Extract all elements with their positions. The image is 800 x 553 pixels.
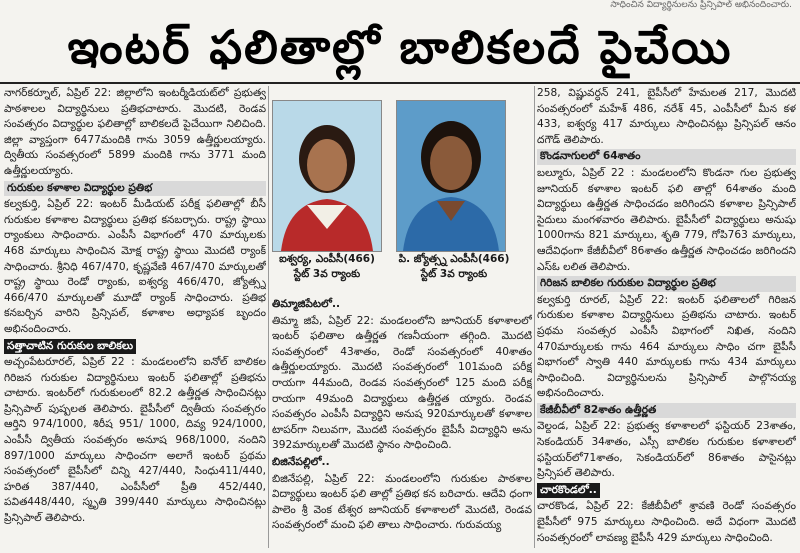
- col2-subheading-2: బిజినేపల్లిలో..: [272, 455, 330, 468]
- col3-subheading-4: చారకొండలో..: [537, 483, 600, 499]
- top-strip: [0, 0, 800, 14]
- col2-paragraph-2: బిజినేపల్లి, ఏప్రిల్ 22: మండలంలోని గురుకుల పాఠశాల విద్యార్థులు ఇంటర్ ఫలి తాల్లో ప్రతిభ కన బరిచారు. ఆదేవి ధంగా పాలెం శ్రీ వెంక టేశ్వర జూనియర్ కళాశాలలో మొదటి, రెండవ సంవత్సరంలో మంచి ఫలి తాలు సాధించారు. గురువయ్య: [272, 472, 532, 532]
- col3-subheading-2: గిరిజన బాలికల గురుకుల విద్యార్థుల ప్రతిభ: [537, 276, 796, 292]
- headline-rule: [0, 82, 800, 84]
- student-photo-left: [272, 100, 382, 252]
- col3-paragraph-1: 258, విష్ణువర్ధన్ 241, బైపీసీలో హేమలత 217, మొదటి సంవత్సరంలో మహేశ్ 486, నరేశ్ 45, ఎంపీసీలో మీన కళ 433, ఐశ్వర్య 417 మార్కులు సాధించినట్లు ప్రిన్సిపల్ ఆనం దగౌడ్ తెలిపారు.: [537, 87, 796, 146]
- portrait-left-image: [273, 101, 381, 251]
- column-divider-2: [534, 86, 535, 548]
- headline: ఇంటర్ ఫలితాల్లో బాలికలదే పైచేయి: [67, 20, 733, 74]
- col1-paragraph-1: నాగర్‌కర్నూల్, ఏప్రిల్ 22: జిల్లాలోని ఇంటర్మీడియట్‌లో ప్రభుత్వ పాఠశాలల విద్యార్థినులు ప్రతిభచాటారు. మొదటి, రెండవ సంవత్సరం విద్యార్థుల ఫలితాల్లో బాలికలదే పైచేయిగా నిలిచింది. జిల్లా వ్యాప్తంగా 6477మందికి గాను 3059 ఉత్తీర్ణులయ్యారు. ద్వితీయ సంవత్సరంలో 5899 మందికి గాను 3771 మంది ఉత్తీర్ణులయ్యారు.: [4, 87, 266, 177]
- student-photo-right: [396, 100, 506, 252]
- column-1: [4, 86, 266, 552]
- col2-subheading-1: తిమ్మాజిపేటలో..: [272, 298, 340, 310]
- col1-subheading-1: గురుకుల కళాశాల విద్యార్థుల ప్రతిభ: [4, 181, 266, 197]
- col3-paragraph-2: బల్మూరు, ఏప్రిల్ 22 : మండలంలోని కొండనా గుల ప్రభుత్వ జూనియర్ కళాశాల ఇంటర్ ఫలి తాల్లో 64శాతం మంది విద్యార్థులు ఉత్తీర్ణత సాధించడం జరిగిందని కళాశాల ప్రిన్సిపాల్ సైదులు మంగళవారం తెలిపారు. బైపీసీలో విద్యార్థులు అనుషు 1000గాను 821 మార్కులు, శృతి 779, గోపి763 మార్కులు, ఆదేవిధంగా కేజీబీవీలో 86శాతం ఉత్తీర్ణత సాధించడం జరిగిందని ఎస్‌ఓ లలిత తెలిపారు.: [537, 166, 796, 273]
- col3-paragraph-3: కల్వకుర్తి రూరల్, ఏప్రిల్ 22: ఇంటర్ ఫలితాలలో గిరిజన గురుకుల కళాశాల విద్యార్థినులు ప్రతిభను చాటారు. ఇంటర్ ప్రథమ సంవత్సర ఎంపీసీ విభాగంలో నిఖిత, నందిని 470మార్కులకు గాను 464 మార్కులు సాధిం చగా బైపీసీ విభాగంలో స్వాతి 440 మార్కులకు గాను 434 మార్కులు సాధించింది. విద్యార్థినులను ప్రిన్సిపాల్ పాల్గొనయ్య అభినందించారు.: [537, 293, 796, 400]
- col1-paragraph-2: కల్వకుర్తి, ఏప్రిల్ 22: ఇంటర్ మీడియట్ పరీక్ష ఫలితాల్లో బీసీ గురుకుల కళాశాల విద్యార్థులు ప్రతిభ కనబర్చారు. రాష్ట్ర స్థాయి ర్యాంకులు సాధించారు. ఎంపీసీ విభాగంలో 470 మార్కులకు 468 మార్కులు సాధించిన మోక్ష రాష్ట్ర స్థాయి మొదటి ర్యాంక్ సాధించారు. శ్రీనిధి 467/470, కృష్ణవేణి 467/470 మార్కులతో రాష్ట్ర స్థాయి రెండో ర్యాంకు, ఐశ్వర్య 466/470, జ్యోత్స్న 466/470 మార్కులతో మూడో ర్యాంక్ సాధించారు. ప్రతిభ కనబర్చిన వారిని ప్రిన్సిపల్, కళాశాల అధ్యాపక బృందం అభినందించారు.: [4, 198, 266, 335]
- column-2-text: [272, 296, 532, 552]
- col3-subheading-1: కొండనాగులలో 64శాతం: [537, 149, 796, 165]
- caption-right-name: పి. జ్యోత్స్న ఎంపీసీ(466): [398, 253, 510, 265]
- portrait-right-image: [397, 101, 505, 251]
- column-3: [537, 86, 796, 552]
- col3-subheading-3: కేజీబీవీలో 82శాతం ఉత్తీర్ణత: [537, 403, 796, 419]
- caption-right: [390, 252, 518, 282]
- col1-paragraph-3: అచ్చంపేటరూరల్, ఏప్రిల్ 22 : మండలంలోని ఐనోల్ బాలికల గిరిజన గురుకుల విద్యార్థినులు ఇంటర్ ఫలితాల్లో ప్రతిభను చాటారు. ఇంటర్‌లో గురుకులంలో 82.2 ఉత్తీర్ణత సాధించినట్లు ప్రిన్సిపాల్ పుష్పలత తెలిపారు. బైపీసీలో ద్వితీయ సంవత్సరం ఆర్తిని 974/1000, శిరీష 951/ 1000, దివ్య 924/1000, ఎంపీసీ ద్వితీయ సంవత్సరం అనూష 968/1000, నందిని 897/1000 మార్కులు సాధించగా అలాగే ఇంటర్ ప్రథమ సంవత్సరంలో బైపీసీలో చిన్ని 427/440, సింధు411/440, హరిత 387/440, ఎంపీసీలో ప్రీతి 452/440, పవిత448/440, స్మృతి 399/440 మార్కులు సాధించినట్లు ప్రిన్సిపాల్ తెలిపారు.: [4, 356, 266, 525]
- column-divider-1: [268, 86, 269, 548]
- caption-left-name: ఐశ్వర్య, ఎంపీసీ(466): [279, 253, 375, 265]
- col2-paragraph-1: తిమ్మా జిపే, ఏప్రిల్ 22: మండలంలోని జూనియర్ కళాశాలలో ఇంటర్ ఫలితాల ఉత్తీర్ణత గణనీయంగా తగ్గింది. మొదటి సంవత్సరంలో 43శాతం, రెండో సంవత్సరంలో 40శాతం ఉత్తీర్ణులయ్యారు. మొదటి సంవత్సరంలో 101మంది పరీక్ష రాయగా 44మంది, రెండవ సంవత్సరంలో 125 మంది పరీక్ష రాయగా 49మంది విద్యార్థులు ఉత్తీర్ణత య్యారు. రెండవ సంవత్సరం ఎంపీసీ విద్యార్థిని అనుష 920మార్కులతో కళాశాల టాపర్‌గా నిలువగా, మొదటి సంవత్సరం బైపీసీ విద్యార్థిని అను 392మార్కులతో మొదటి స్థానం సాధించింది.: [272, 314, 532, 452]
- caption-right-rank: స్టేట్ 3వ ర్యాంకు: [420, 268, 488, 280]
- col3-paragraph-5: చారకొండ, ఏప్రిల్ 22: కేజీబీవీలో శ్రావణి రెండో సంవత్సరం బైపీసీలో 975 మార్కులు సాధించింది. అదే విధంగా మొదటి సంవత్సరంలో లావణ్య బైపీసీ 429 మార్కులు సాధించింది.: [537, 500, 796, 544]
- col3-paragraph-4: వెల్దండ, ఏప్రిల్ 22: ప్రభుత్వ కళాశాలలో ఫస్టియర్ 23శాతం, సెకండియర్ 34శాతం, ఎస్సీ బాలికల గురుకుల కళాశాలలో ఫస్టియర్‌లో71శాతం, సెకండియర్‌లో 86శాతం పాసైనట్లు ప్రిన్సిపల్ తెలిపారు.: [537, 420, 796, 480]
- top-strip-text: సాధించిన విద్యార్థినులను ప్రిన్సిపాల్ అభినందించారు.: [610, 0, 792, 10]
- caption-left-rank: స్టేట్ 3వ ర్యాంకు: [293, 268, 361, 280]
- caption-left: [272, 252, 382, 282]
- col1-subheading-2: సత్తాచాటిన గురుకుల బాలికలు: [4, 339, 136, 355]
